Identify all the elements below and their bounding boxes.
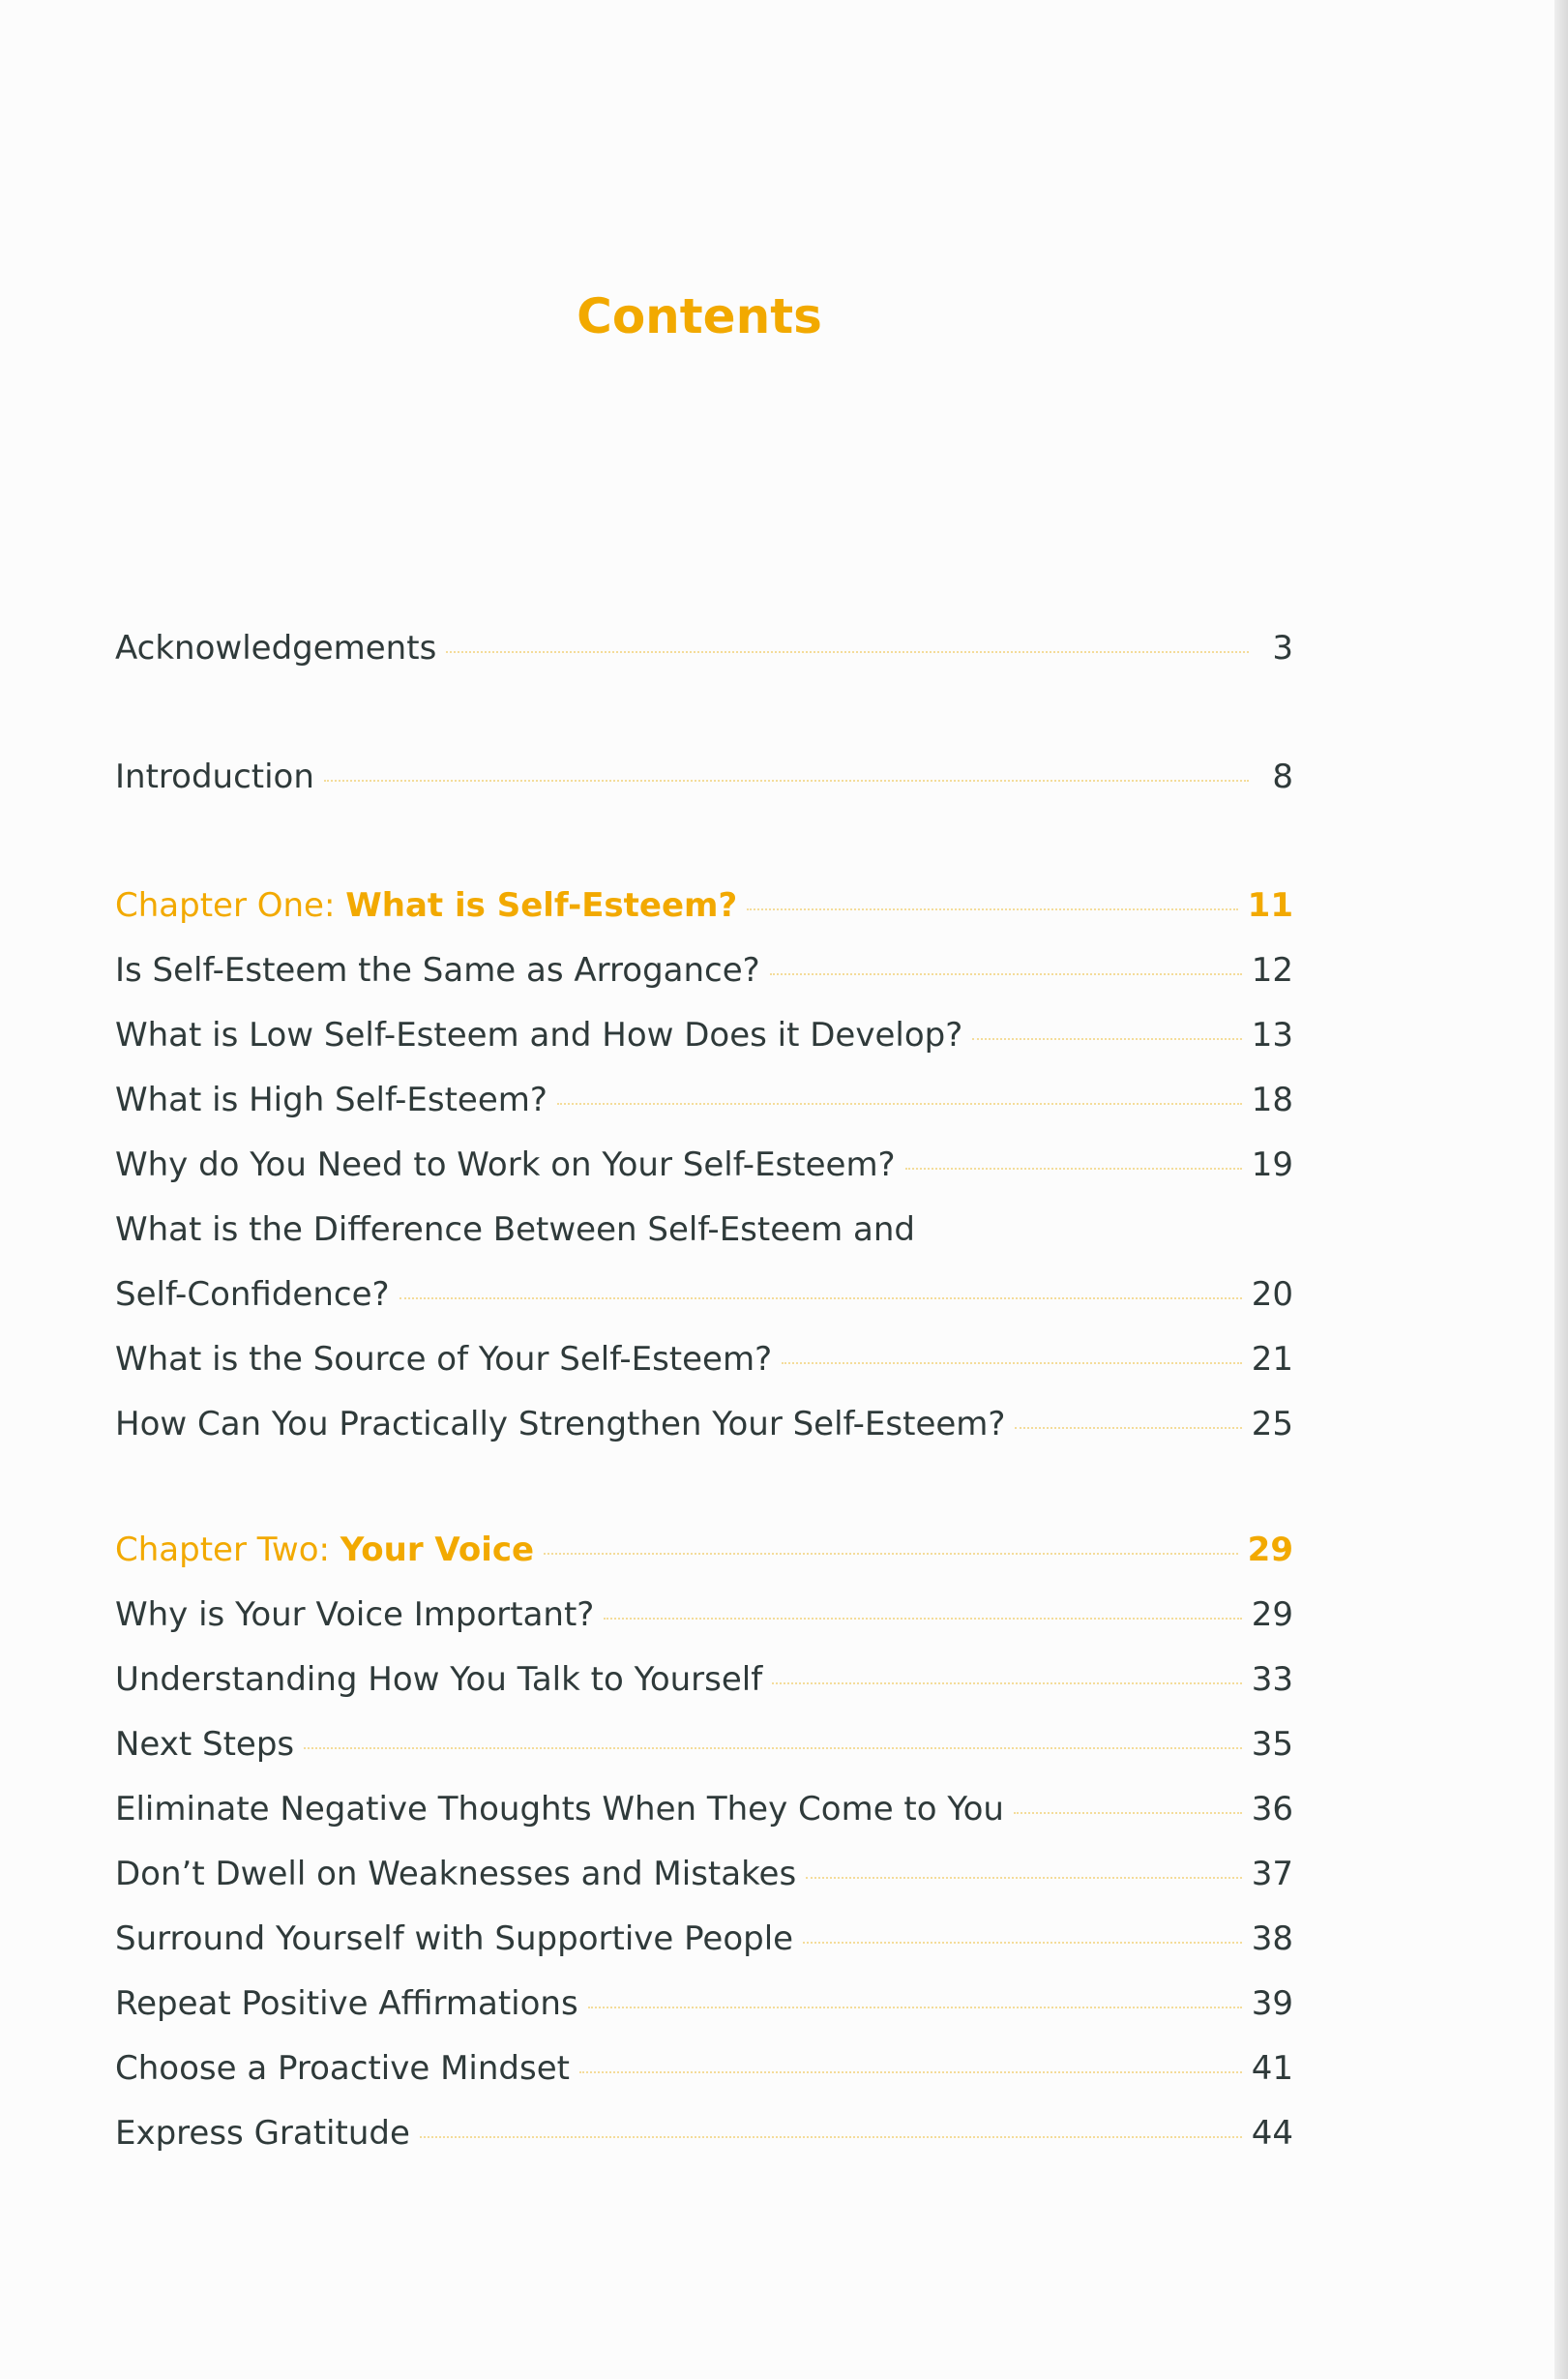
- dot-leader: [782, 1362, 1242, 1364]
- dot-leader: [579, 2071, 1242, 2073]
- toc-entry-label-line1[interactable]: What is the Difference Between Self-Esteem and: [115, 1210, 915, 1249]
- toc-entry-acknowledgements[interactable]: [115, 619, 1293, 677]
- toc-entry-label: Repeat Positive Affirmations: [115, 1984, 578, 2023]
- toc-entry-label: Express Gratitude: [115, 2114, 410, 2153]
- dot-leader: [557, 1103, 1242, 1105]
- toc-entry-page: 18: [1251, 1081, 1293, 1119]
- toc-entry-label: What is the Source of Your Self-Esteem?: [115, 1340, 773, 1379]
- dot-leader: [1015, 1427, 1241, 1429]
- toc-entry-label: Why do You Need to Work on Your Self-Esteem?: [115, 1145, 896, 1184]
- dot-leader: [604, 1618, 1241, 1620]
- toc-entry[interactable]: [115, 2039, 1293, 2097]
- toc-entry-page: 41: [1251, 2049, 1293, 2088]
- toc-entry[interactable]: [115, 2104, 1293, 2162]
- toc-entry-introduction[interactable]: [115, 748, 1293, 806]
- toc-entry[interactable]: [115, 1975, 1293, 2033]
- toc-entry-page: 12: [1251, 951, 1293, 990]
- dot-leader: [399, 1297, 1242, 1299]
- toc-entry[interactable]: [115, 1136, 1293, 1194]
- toc-entry-page: 29: [1247, 1531, 1293, 1569]
- page-title: Contents: [577, 288, 822, 344]
- dot-leader: [905, 1168, 1242, 1170]
- toc-entry[interactable]: [115, 941, 1293, 999]
- chapter-title: Your Voice: [340, 1531, 535, 1569]
- toc-entry-label: What is High Self-Esteem?: [115, 1081, 547, 1119]
- toc-entry-label: Next Steps: [115, 1725, 295, 1764]
- toc-entry-label: Eliminate Negative Thoughts When They Come to You: [115, 1790, 1004, 1829]
- dot-leader: [544, 1553, 1238, 1555]
- toc-entry[interactable]: [115, 1395, 1293, 1453]
- chapter-heading: [115, 1521, 534, 1579]
- toc-chapter-one[interactable]: [115, 877, 1293, 935]
- dot-leader: [972, 1038, 1241, 1040]
- toc-entry[interactable]: [115, 1650, 1293, 1709]
- toc-entry-page: 38: [1251, 1919, 1293, 1958]
- toc-chapter-two[interactable]: [115, 1521, 1293, 1579]
- toc-entry-label: Introduction: [115, 758, 314, 796]
- toc-entry[interactable]: [115, 1845, 1293, 1903]
- dot-leader: [1014, 1812, 1242, 1814]
- toc-entry[interactable]: [115, 1586, 1293, 1644]
- toc-entry[interactable]: [115, 1071, 1293, 1129]
- toc-entry-label: Surround Yourself with Supportive People: [115, 1919, 794, 1958]
- chapter-heading: [115, 877, 737, 935]
- toc-entry-label: Is Self-Esteem the Same as Arrogance?: [115, 951, 760, 990]
- toc-entry-label: Acknowledgements: [115, 629, 437, 668]
- toc-entry-page: 21: [1251, 1340, 1293, 1379]
- chapter-title: What is Self-Esteem?: [345, 886, 738, 925]
- toc-entry-label: Don’t Dwell on Weaknesses and Mistakes: [115, 1855, 797, 1893]
- dot-leader: [772, 1682, 1242, 1684]
- dot-leader: [446, 651, 1249, 653]
- toc-entry-page: 3: [1272, 629, 1293, 668]
- toc-entry-page: 35: [1251, 1725, 1293, 1764]
- toc-entry-page: 19: [1251, 1145, 1293, 1184]
- chapter-prefix: Chapter Two:: [115, 1531, 340, 1569]
- toc-entry-page: 36: [1251, 1790, 1293, 1829]
- toc-entry-label: Choose a Proactive Mindset: [115, 2049, 570, 2088]
- toc-entry-page: 29: [1251, 1595, 1293, 1634]
- toc-entry-label: Understanding How You Talk to Yourself: [115, 1660, 763, 1699]
- dot-leader: [770, 973, 1242, 975]
- toc-entry-page: 13: [1251, 1016, 1293, 1055]
- toc-entry-label: Why is Your Voice Important?: [115, 1595, 595, 1634]
- toc-entry[interactable]: [115, 1006, 1293, 1064]
- dot-leader: [747, 908, 1237, 910]
- dot-leader: [588, 2007, 1242, 2008]
- toc-entry[interactable]: [115, 1910, 1293, 1968]
- dot-leader: [420, 2136, 1242, 2138]
- toc-entry[interactable]: [115, 1780, 1293, 1838]
- toc-entry-page: 39: [1251, 1984, 1293, 2023]
- toc-entry-label: What is Low Self-Esteem and How Does it Develop?: [115, 1016, 963, 1055]
- toc-entry-page: 44: [1251, 2114, 1293, 2153]
- toc-entry-page: 8: [1272, 758, 1293, 796]
- toc-entry-page: 11: [1247, 886, 1293, 925]
- toc-entry-label: How Can You Practically Strengthen Your Self-Esteem?: [115, 1405, 1006, 1443]
- dot-leader: [324, 780, 1249, 782]
- chapter-prefix: Chapter One:: [115, 886, 346, 925]
- dot-leader: [806, 1877, 1242, 1879]
- toc-entry[interactable]: [115, 1330, 1293, 1388]
- dot-leader: [803, 1942, 1242, 1944]
- toc-entry-page: 37: [1251, 1855, 1293, 1893]
- toc-entry[interactable]: [115, 1715, 1293, 1773]
- toc-entry-page: 33: [1251, 1660, 1293, 1699]
- toc-entry-page: 20: [1251, 1275, 1293, 1314]
- toc-entry[interactable]: [115, 1265, 1293, 1323]
- toc-entry-page: 25: [1251, 1405, 1293, 1443]
- toc-entry-label: Self-Confidence?: [115, 1275, 390, 1314]
- page-edge: [1554, 0, 1568, 2379]
- dot-leader: [304, 1747, 1242, 1749]
